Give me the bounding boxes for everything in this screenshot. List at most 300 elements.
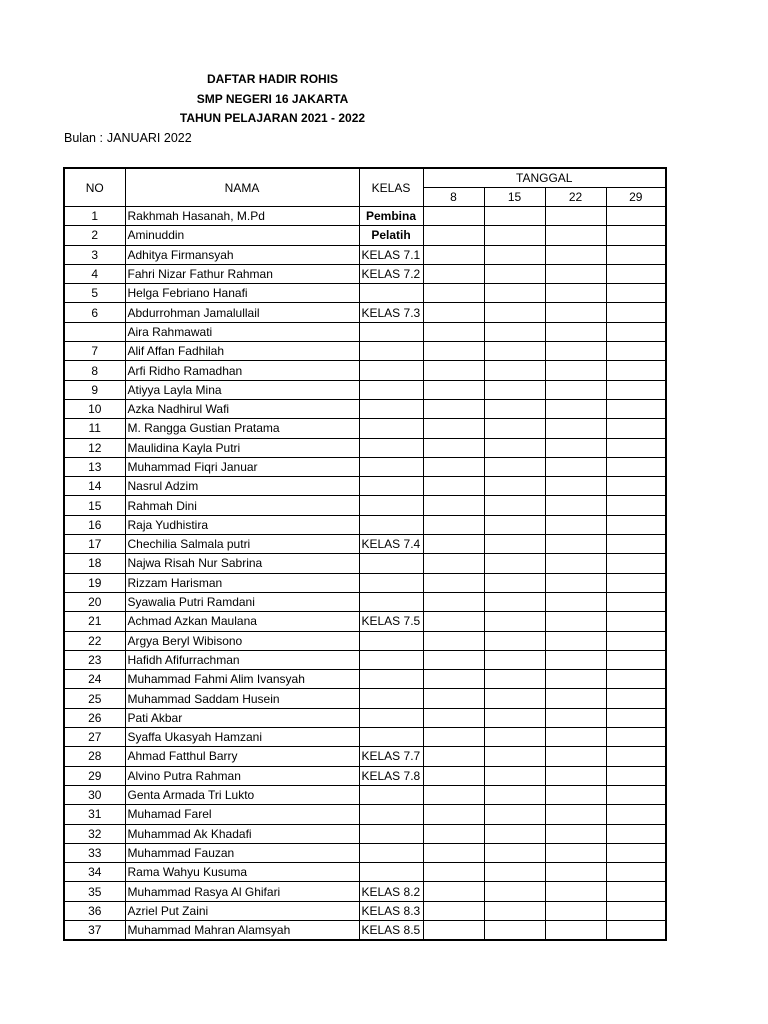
attendance-cell bbox=[423, 361, 484, 380]
attendance-cell bbox=[484, 226, 545, 245]
table-row bbox=[64, 284, 666, 303]
attendance-cell bbox=[423, 592, 484, 611]
class-cell bbox=[359, 342, 423, 361]
attendance-cell bbox=[484, 515, 545, 534]
attendance-cell bbox=[606, 785, 666, 804]
class-cell: KELAS 7.8 bbox=[359, 766, 423, 785]
student-name: Raja Yudhistira bbox=[125, 515, 359, 534]
attendance-cell bbox=[606, 515, 666, 534]
attendance-cell bbox=[423, 477, 484, 496]
student-name: Azka Nadhirul Wafi bbox=[125, 399, 359, 418]
row-number: 10 bbox=[64, 399, 125, 418]
attendance-cell bbox=[423, 612, 484, 631]
attendance-cell bbox=[484, 419, 545, 438]
attendance-cell bbox=[606, 670, 666, 689]
table-row bbox=[64, 438, 666, 457]
class-cell bbox=[359, 399, 423, 418]
attendance-cell bbox=[484, 592, 545, 611]
student-name: Muhammad Mahran Alamsyah bbox=[125, 920, 359, 940]
student-name: Muhammad Ak Khadafi bbox=[125, 824, 359, 843]
attendance-cell bbox=[484, 708, 545, 727]
attendance-cell bbox=[423, 920, 484, 940]
attendance-cell bbox=[606, 207, 666, 226]
attendance-cell bbox=[423, 843, 484, 862]
attendance-cell bbox=[606, 863, 666, 882]
class-cell bbox=[359, 670, 423, 689]
attendance-cell bbox=[423, 689, 484, 708]
attendance-cell bbox=[606, 631, 666, 650]
student-name: Fahri Nizar Fathur Rahman bbox=[125, 264, 359, 283]
header-no: NO bbox=[64, 168, 125, 207]
row-number: 2 bbox=[64, 226, 125, 245]
attendance-cell bbox=[484, 380, 545, 399]
attendance-cell bbox=[545, 573, 606, 592]
attendance-cell bbox=[484, 535, 545, 554]
attendance-cell bbox=[606, 380, 666, 399]
attendance-cell bbox=[606, 747, 666, 766]
attendance-cell bbox=[545, 419, 606, 438]
row-number: 29 bbox=[64, 766, 125, 785]
row-number: 26 bbox=[64, 708, 125, 727]
attendance-cell bbox=[545, 920, 606, 940]
attendance-cell bbox=[484, 689, 545, 708]
class-cell bbox=[359, 708, 423, 727]
class-cell: KELAS 7.7 bbox=[359, 747, 423, 766]
attendance-cell bbox=[423, 708, 484, 727]
table-row bbox=[64, 535, 666, 554]
student-name: Aminuddin bbox=[125, 226, 359, 245]
attendance-cell bbox=[484, 207, 545, 226]
attendance-cell bbox=[545, 477, 606, 496]
student-name: Achmad Azkan Maulana bbox=[125, 612, 359, 631]
attendance-cell bbox=[423, 207, 484, 226]
row-number: 36 bbox=[64, 901, 125, 920]
attendance-cell bbox=[484, 361, 545, 380]
table-row bbox=[64, 805, 666, 824]
attendance-cell bbox=[423, 284, 484, 303]
attendance-cell bbox=[484, 843, 545, 862]
row-number: 12 bbox=[64, 438, 125, 457]
attendance-cell bbox=[484, 631, 545, 650]
attendance-table bbox=[63, 167, 667, 941]
header-date: 22 bbox=[545, 188, 606, 207]
table-row bbox=[64, 207, 666, 226]
table-row bbox=[64, 399, 666, 418]
student-name: Pati Akbar bbox=[125, 708, 359, 727]
attendance-cell bbox=[606, 573, 666, 592]
student-name: Abdurrohman Jamalullail bbox=[125, 303, 359, 322]
student-name: Rizzam Harisman bbox=[125, 573, 359, 592]
attendance-cell bbox=[423, 264, 484, 283]
student-name: Adhitya Firmansyah bbox=[125, 245, 359, 264]
attendance-cell bbox=[423, 496, 484, 515]
attendance-cell bbox=[545, 863, 606, 882]
attendance-cell bbox=[606, 245, 666, 264]
attendance-cell bbox=[606, 901, 666, 920]
table-row bbox=[64, 689, 666, 708]
row-number: 21 bbox=[64, 612, 125, 631]
table-row bbox=[64, 728, 666, 747]
row-number: 5 bbox=[64, 284, 125, 303]
table-body bbox=[64, 207, 666, 941]
attendance-cell bbox=[606, 708, 666, 727]
row-number: 18 bbox=[64, 554, 125, 573]
table-row bbox=[64, 342, 666, 361]
class-cell bbox=[359, 689, 423, 708]
attendance-cell bbox=[606, 457, 666, 476]
attendance-cell bbox=[606, 554, 666, 573]
attendance-cell bbox=[545, 689, 606, 708]
attendance-cell bbox=[423, 399, 484, 418]
row-number: 20 bbox=[64, 592, 125, 611]
class-cell bbox=[359, 631, 423, 650]
row-number: 14 bbox=[64, 477, 125, 496]
attendance-cell bbox=[545, 515, 606, 534]
attendance-cell bbox=[606, 438, 666, 457]
header-date: 8 bbox=[423, 188, 484, 207]
attendance-cell bbox=[484, 245, 545, 264]
class-cell: KELAS 7.4 bbox=[359, 535, 423, 554]
attendance-cell bbox=[423, 457, 484, 476]
attendance-cell bbox=[484, 766, 545, 785]
attendance-cell bbox=[545, 824, 606, 843]
table-row bbox=[64, 322, 666, 341]
attendance-cell bbox=[606, 650, 666, 669]
class-cell: Pelatih bbox=[359, 226, 423, 245]
attendance-cell bbox=[545, 438, 606, 457]
table-row bbox=[64, 303, 666, 322]
attendance-cell bbox=[606, 728, 666, 747]
doc-title: DAFTAR HADIR ROHIS bbox=[206, 72, 339, 86]
class-cell bbox=[359, 438, 423, 457]
attendance-cell bbox=[484, 264, 545, 283]
header-date: 15 bbox=[484, 188, 545, 207]
row-number bbox=[64, 322, 125, 341]
row-number: 32 bbox=[64, 824, 125, 843]
attendance-cell bbox=[423, 535, 484, 554]
attendance-cell bbox=[484, 457, 545, 476]
attendance-cell bbox=[606, 920, 666, 940]
attendance-cell bbox=[545, 785, 606, 804]
class-cell bbox=[359, 805, 423, 824]
table-row bbox=[64, 496, 666, 515]
school-name: SMP NEGERI 16 JAKARTA bbox=[196, 92, 349, 106]
row-number: 22 bbox=[64, 631, 125, 650]
attendance-cell bbox=[423, 631, 484, 650]
class-cell bbox=[359, 380, 423, 399]
attendance-cell bbox=[606, 766, 666, 785]
attendance-cell bbox=[545, 843, 606, 862]
attendance-cell bbox=[484, 863, 545, 882]
class-cell bbox=[359, 361, 423, 380]
attendance-cell bbox=[545, 805, 606, 824]
attendance-cell bbox=[545, 342, 606, 361]
row-number: 3 bbox=[64, 245, 125, 264]
student-name: Helga Febriano Hanafi bbox=[125, 284, 359, 303]
student-name: Hafidh Afifurrachman bbox=[125, 650, 359, 669]
student-name: Argya Beryl Wibisono bbox=[125, 631, 359, 650]
table-row bbox=[64, 245, 666, 264]
attendance-cell bbox=[484, 399, 545, 418]
attendance-cell bbox=[484, 612, 545, 631]
attendance-cell bbox=[606, 824, 666, 843]
attendance-cell bbox=[423, 824, 484, 843]
row-number: 25 bbox=[64, 689, 125, 708]
class-cell bbox=[359, 728, 423, 747]
table-row bbox=[64, 747, 666, 766]
attendance-cell bbox=[484, 670, 545, 689]
header-kelas: KELAS bbox=[359, 168, 423, 207]
attendance-cell bbox=[545, 747, 606, 766]
class-cell: Pembina bbox=[359, 207, 423, 226]
row-number: 13 bbox=[64, 457, 125, 476]
class-cell bbox=[359, 824, 423, 843]
attendance-cell bbox=[423, 303, 484, 322]
student-name: Nasrul Adzim bbox=[125, 477, 359, 496]
row-number: 9 bbox=[64, 380, 125, 399]
class-cell bbox=[359, 863, 423, 882]
class-cell bbox=[359, 554, 423, 573]
attendance-cell bbox=[545, 264, 606, 283]
class-cell bbox=[359, 477, 423, 496]
attendance-cell bbox=[606, 843, 666, 862]
row-number: 16 bbox=[64, 515, 125, 534]
row-number: 27 bbox=[64, 728, 125, 747]
row-number: 11 bbox=[64, 419, 125, 438]
attendance-cell bbox=[484, 901, 545, 920]
class-cell bbox=[359, 284, 423, 303]
class-cell: KELAS 8.2 bbox=[359, 882, 423, 901]
table-row bbox=[64, 419, 666, 438]
class-cell bbox=[359, 843, 423, 862]
attendance-cell bbox=[423, 882, 484, 901]
table-row bbox=[64, 650, 666, 669]
class-cell bbox=[359, 785, 423, 804]
attendance-cell bbox=[606, 805, 666, 824]
attendance-cell bbox=[545, 766, 606, 785]
attendance-cell bbox=[545, 380, 606, 399]
attendance-cell bbox=[484, 747, 545, 766]
attendance-cell bbox=[484, 650, 545, 669]
attendance-cell bbox=[484, 805, 545, 824]
student-name: Syaffa Ukasyah Hamzani bbox=[125, 728, 359, 747]
attendance-cell bbox=[545, 284, 606, 303]
table-row bbox=[64, 766, 666, 785]
header-nama: NAMA bbox=[125, 168, 359, 207]
attendance-cell bbox=[606, 284, 666, 303]
attendance-cell bbox=[545, 901, 606, 920]
row-number: 33 bbox=[64, 843, 125, 862]
student-name: Aira Rahmawati bbox=[125, 322, 359, 341]
attendance-cell bbox=[484, 322, 545, 341]
table-row bbox=[64, 708, 666, 727]
attendance-cell bbox=[423, 766, 484, 785]
attendance-cell bbox=[545, 592, 606, 611]
table-row bbox=[64, 573, 666, 592]
attendance-cell bbox=[484, 824, 545, 843]
class-cell: KELAS 7.3 bbox=[359, 303, 423, 322]
attendance-cell bbox=[484, 920, 545, 940]
row-number: 7 bbox=[64, 342, 125, 361]
attendance-cell bbox=[545, 226, 606, 245]
attendance-cell bbox=[484, 284, 545, 303]
class-cell bbox=[359, 496, 423, 515]
table-row bbox=[64, 515, 666, 534]
student-name: Azriel Put Zaini bbox=[125, 901, 359, 920]
table-row bbox=[64, 612, 666, 631]
attendance-cell bbox=[423, 650, 484, 669]
attendance-cell bbox=[545, 650, 606, 669]
attendance-cell bbox=[423, 573, 484, 592]
attendance-cell bbox=[484, 438, 545, 457]
table-row bbox=[64, 920, 666, 940]
class-cell: KELAS 7.1 bbox=[359, 245, 423, 264]
row-number: 19 bbox=[64, 573, 125, 592]
row-number: 28 bbox=[64, 747, 125, 766]
month-label: Bulan : bbox=[64, 131, 103, 145]
table-row bbox=[64, 477, 666, 496]
class-cell bbox=[359, 592, 423, 611]
row-number: 24 bbox=[64, 670, 125, 689]
attendance-cell bbox=[484, 573, 545, 592]
class-cell bbox=[359, 573, 423, 592]
class-cell bbox=[359, 457, 423, 476]
attendance-cell bbox=[606, 342, 666, 361]
attendance-cell bbox=[484, 477, 545, 496]
attendance-cell bbox=[545, 670, 606, 689]
student-name: Alvino Putra Rahman bbox=[125, 766, 359, 785]
attendance-cell bbox=[484, 342, 545, 361]
attendance-cell bbox=[484, 303, 545, 322]
student-name: Alif Affan Fadhilah bbox=[125, 342, 359, 361]
student-name: M. Rangga Gustian Pratama bbox=[125, 419, 359, 438]
attendance-cell bbox=[423, 515, 484, 534]
attendance-cell bbox=[423, 438, 484, 457]
attendance-cell bbox=[606, 399, 666, 418]
attendance-cell bbox=[545, 245, 606, 264]
attendance-cell bbox=[423, 785, 484, 804]
attendance-cell bbox=[545, 554, 606, 573]
attendance-cell bbox=[423, 342, 484, 361]
attendance-cell bbox=[423, 554, 484, 573]
student-name: Muhammad Rasya Al Ghifari bbox=[125, 882, 359, 901]
academic-year: TAHUN PELAJARAN 2021 - 2022 bbox=[179, 111, 366, 125]
row-number: 6 bbox=[64, 303, 125, 322]
row-number: 23 bbox=[64, 650, 125, 669]
student-name: Rahmah Dini bbox=[125, 496, 359, 515]
attendance-cell bbox=[606, 477, 666, 496]
attendance-cell bbox=[484, 882, 545, 901]
attendance-cell bbox=[423, 380, 484, 399]
attendance-cell bbox=[423, 419, 484, 438]
row-number: 8 bbox=[64, 361, 125, 380]
attendance-cell bbox=[484, 728, 545, 747]
attendance-cell bbox=[545, 535, 606, 554]
table-row bbox=[64, 670, 666, 689]
class-cell bbox=[359, 419, 423, 438]
table-row bbox=[64, 592, 666, 611]
student-name: Atiyya Layla Mina bbox=[125, 380, 359, 399]
row-number: 34 bbox=[64, 863, 125, 882]
attendance-cell bbox=[423, 747, 484, 766]
header-date: 29 bbox=[606, 188, 666, 207]
student-name: Rama Wahyu Kusuma bbox=[125, 863, 359, 882]
month-value: JANUARI 2022 bbox=[106, 131, 192, 145]
student-name: Muhammad Fiqri Januar bbox=[125, 457, 359, 476]
table-row bbox=[64, 631, 666, 650]
class-cell: KELAS 8.3 bbox=[359, 901, 423, 920]
table-row bbox=[64, 264, 666, 283]
attendance-cell bbox=[423, 863, 484, 882]
student-name: Ahmad Fatthul Barry bbox=[125, 747, 359, 766]
attendance-cell bbox=[606, 535, 666, 554]
table-row bbox=[64, 380, 666, 399]
attendance-cell bbox=[545, 612, 606, 631]
attendance-cell bbox=[545, 207, 606, 226]
row-number: 37 bbox=[64, 920, 125, 940]
class-cell bbox=[359, 650, 423, 669]
attendance-cell bbox=[606, 496, 666, 515]
student-name: Najwa Risah Nur Sabrina bbox=[125, 554, 359, 573]
row-number: 30 bbox=[64, 785, 125, 804]
row-number: 15 bbox=[64, 496, 125, 515]
attendance-cell bbox=[423, 901, 484, 920]
table-row bbox=[64, 457, 666, 476]
table-row bbox=[64, 785, 666, 804]
class-cell: KELAS 7.2 bbox=[359, 264, 423, 283]
row-number: 35 bbox=[64, 882, 125, 901]
attendance-cell bbox=[484, 785, 545, 804]
attendance-cell bbox=[545, 399, 606, 418]
attendance-cell bbox=[423, 322, 484, 341]
attendance-cell bbox=[545, 457, 606, 476]
attendance-cell bbox=[606, 592, 666, 611]
student-name: Muhammad Saddam Husein bbox=[125, 689, 359, 708]
student-name: Syawalia Putri Ramdani bbox=[125, 592, 359, 611]
attendance-cell bbox=[545, 322, 606, 341]
row-number: 17 bbox=[64, 535, 125, 554]
attendance-cell bbox=[606, 264, 666, 283]
attendance-cell bbox=[606, 882, 666, 901]
attendance-cell bbox=[545, 882, 606, 901]
attendance-cell bbox=[545, 631, 606, 650]
month-line bbox=[64, 131, 192, 145]
student-name: Arfi Ridho Ramadhan bbox=[125, 361, 359, 380]
table-row bbox=[64, 901, 666, 920]
attendance-cell bbox=[484, 496, 545, 515]
attendance-cell bbox=[606, 303, 666, 322]
student-name: Rakhmah Hasanah, M.Pd bbox=[125, 207, 359, 226]
student-name: Muhammad Fahmi Alim Ivansyah bbox=[125, 670, 359, 689]
attendance-cell bbox=[545, 728, 606, 747]
attendance-cell bbox=[423, 226, 484, 245]
attendance-cell bbox=[606, 612, 666, 631]
header-tanggal: TANGGAL bbox=[423, 168, 666, 188]
student-name: Muhammad Fauzan bbox=[125, 843, 359, 862]
attendance-cell bbox=[423, 245, 484, 264]
attendance-cell bbox=[423, 728, 484, 747]
student-name: Muhamad Farel bbox=[125, 805, 359, 824]
attendance-cell bbox=[545, 708, 606, 727]
attendance-cell bbox=[606, 226, 666, 245]
attendance-cell bbox=[606, 689, 666, 708]
table-row bbox=[64, 824, 666, 843]
table-row bbox=[64, 843, 666, 862]
class-cell: KELAS 8.5 bbox=[359, 920, 423, 940]
attendance-cell bbox=[423, 805, 484, 824]
attendance-cell bbox=[606, 419, 666, 438]
class-cell bbox=[359, 515, 423, 534]
